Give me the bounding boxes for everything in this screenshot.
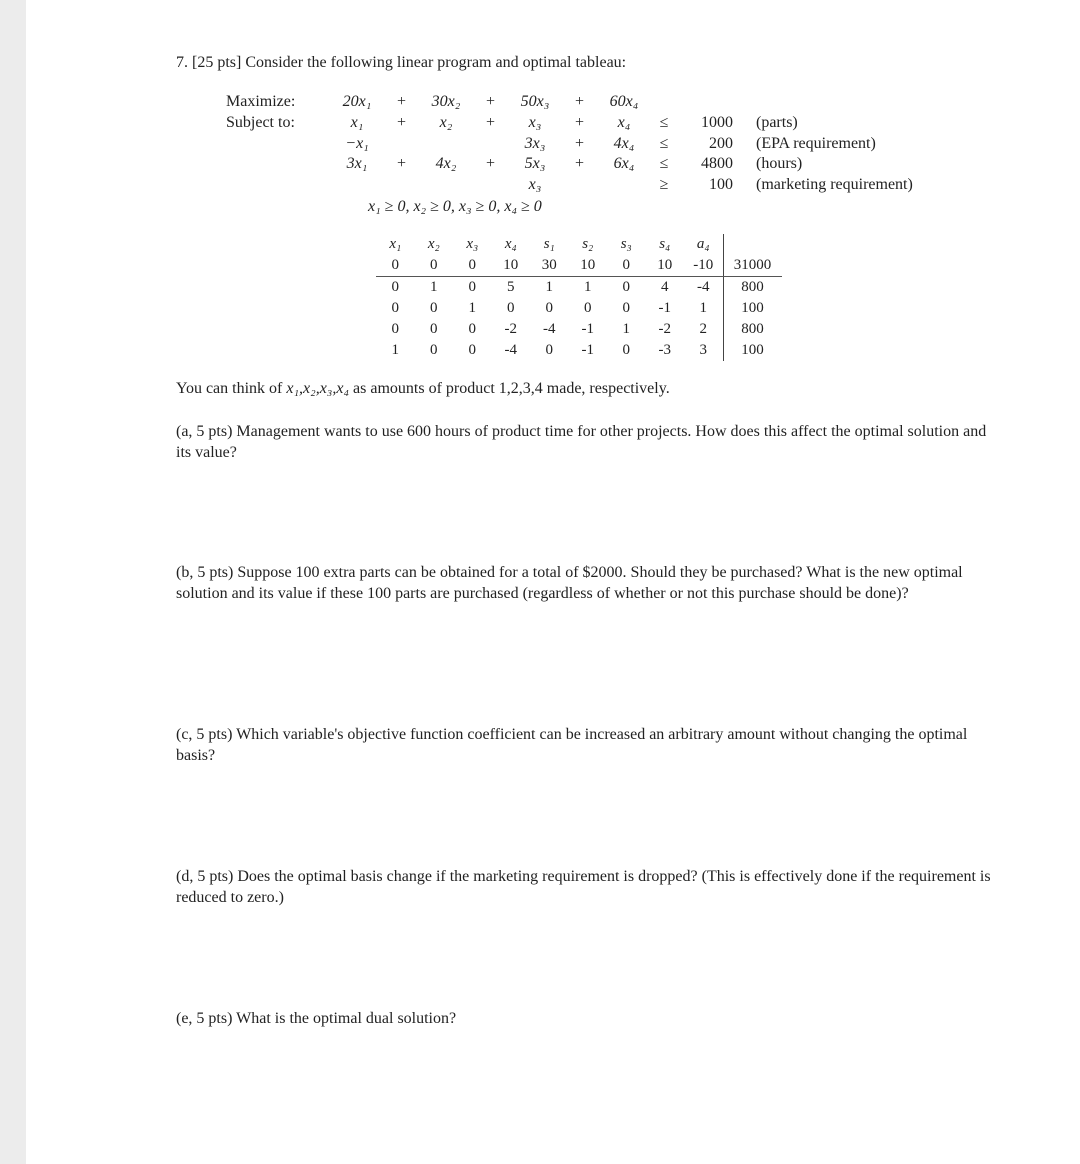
lp-term [509,154,561,175]
tableau-cell: s₃ [620,236,632,252]
lp-term [598,113,650,134]
tableau-cell: -1 [581,342,594,358]
constraint-note: (hours) [756,155,803,173]
tableau-cell: 30 [530,255,569,277]
label-spacer [226,175,331,196]
constraint-note: (marketing requirement) [756,176,913,194]
tableau-cell: 1 [430,279,438,295]
tableau-cell: 31000 [723,255,782,277]
lp-term-text: + [485,93,496,111]
constraint-row [226,113,913,134]
lp-operator [561,133,598,154]
lp-term-text: + [574,114,585,132]
lp-operator [472,113,509,134]
question-b: (b, 5 pts) Suppose 100 extra parts can be obtained for a total of $2000. Should they be purchased? What is the new optimal solution and its value if these 100 parts are purchased (regardless of whether or not this purchase should be done)? [176,564,963,602]
lp-term-text: + [574,155,585,173]
lp-term-text: −x₁ [345,134,369,152]
constraint-rhs: 100 [709,176,733,194]
lp-operator [383,154,420,175]
tableau-cell: x₂ [427,236,440,252]
label-spacer [226,154,331,175]
lp-term [509,175,561,196]
tableau-cell: 0 [391,300,399,316]
tableau-cell: x₄ [504,236,517,252]
tableau-objective-row [376,255,782,277]
tableau-cell: 1 [622,321,630,337]
tableau-header-row [376,234,782,255]
tableau-cell: 0 [545,342,553,358]
tableau-cell: 100 [723,340,782,361]
lp-term [331,92,383,113]
tableau-cell: 1 [699,300,707,316]
lp-term-text: 60x₄ [609,93,639,111]
lp-term-text: 6x₄ [613,155,635,173]
product-note [176,378,996,399]
tableau-cell: s₄ [659,236,671,252]
lp-term-text: 20x₁ [342,93,372,111]
linear-program [226,92,913,195]
lp-term [420,92,472,113]
tableau-cell: 2 [699,321,707,337]
question-e: (e, 5 pts) What is the optimal dual solution? [176,1010,457,1027]
optimal-tableau [376,234,782,361]
lp-term [509,92,561,113]
note-vars: x₁,x₂,x₃,x₄ [286,380,350,397]
constraint-note: (parts) [756,114,798,132]
lp-operator [472,133,509,154]
lp-term [420,133,472,154]
objective-label: Maximize: [226,93,296,111]
tableau-cell: -3 [658,342,671,358]
lp-term-text: 4x₂ [435,155,457,173]
tableau-cell: 1 [545,279,553,295]
tableau-cell: 0 [622,300,630,316]
lp-term-text: + [574,134,585,152]
lp-term [331,175,383,196]
problem-title: 7. [25 pts] Consider the following linear program and optimal tableau: [176,54,627,71]
lp-operator [383,92,420,113]
lp-operator [383,113,420,134]
tableau-cell: 10 [569,255,608,277]
tableau-cell: s₁ [543,236,555,252]
tableau-cell: 0 [507,300,515,316]
constraint-note: (EPA requirement) [756,134,876,152]
nonnegativity-text: x₁ ≥ 0, x₂ ≥ 0, x₃ ≥ 0, x₄ ≥ 0 [368,198,542,215]
constraint-rhs: 1000 [701,114,733,132]
tableau-cell: 0 [468,321,476,337]
lp-term [420,175,472,196]
constraint-relation: ≥ [659,176,669,194]
tableau-cell: x₁ [389,236,402,252]
tableau-cell: 800 [723,319,782,340]
constraint-row [226,133,913,154]
tableau-cell: a₄ [696,236,710,252]
lp-term-text: + [396,114,407,132]
tableau-cell [723,234,782,255]
tableau-row [376,340,782,361]
document-page [26,0,1080,1164]
tableau-cell: 1 [391,342,399,358]
lp-operator [561,92,598,113]
lp-operator [472,154,509,175]
tableau-cell: -1 [658,300,671,316]
constraint-row [226,175,913,196]
lp-operator [383,133,420,154]
lp-operator [383,175,420,196]
tableau-cell: 0 [430,300,438,316]
question-a: (a, 5 pts) Management wants to use 600 hours of product time for other projects. How does this affect the optimal solution and its value? [176,423,987,461]
tableau-cell: -10 [684,255,723,277]
tableau-cell: -1 [581,321,594,337]
tableau-cell: 0 [468,279,476,295]
note-prefix: You can think of [176,380,287,397]
tableau-cell: 10 [492,255,531,277]
tableau-cell: 100 [723,298,782,319]
lp-term-text: 50x₃ [520,93,550,111]
lp-term-text: x₄ [617,114,631,132]
tableau-cell: 0 [430,342,438,358]
constraint-relation: ≤ [659,114,669,132]
constraint-row [226,154,913,175]
note-suffix: as amounts of product 1,2,3,4 made, respectively. [349,380,670,397]
lp-term [598,133,650,154]
tableau-cell: 4 [661,279,669,295]
tableau-cell: 0 [468,342,476,358]
tableau-row [376,277,782,299]
lp-operator [561,113,598,134]
lp-term-text: + [574,93,585,111]
question-c: (c, 5 pts) Which variable's objective function coefficient can be increased an arbitrary amount without changing the optimal basis? [176,726,968,764]
lp-term-text: 3x₃ [524,134,546,152]
tableau-cell: 0 [453,255,492,277]
constraints-label: Subject to: [226,114,295,132]
tableau-cell: -4 [504,342,517,358]
tableau-cell: -4 [697,279,710,295]
tableau-cell: 0 [607,255,646,277]
lp-term-text: x₃ [528,114,542,132]
lp-term-text: x₃ [528,176,542,194]
tableau-cell: 1 [468,300,476,316]
lp-term-text: 30x₂ [431,93,461,111]
lp-operator [561,154,598,175]
lp-term-text: 3x₁ [346,155,368,173]
lp-operator [472,175,509,196]
lp-term [598,92,650,113]
lp-term-text: + [485,114,496,132]
lp-term [331,154,383,175]
constraint-relation: ≤ [659,155,669,173]
tableau-cell: 0 [622,279,630,295]
label-spacer [226,133,331,154]
tableau-cell: 0 [376,255,415,277]
lp-operator [561,175,598,196]
lp-term [420,154,472,175]
lp-term-text: + [396,155,407,173]
tableau-cell: 1 [584,279,592,295]
lp-term-text: + [396,93,407,111]
lp-term [331,113,383,134]
lp-term-text: x₁ [350,114,364,132]
tableau-cell: s₂ [582,236,594,252]
tableau-cell: 0 [622,342,630,358]
constraint-relation: ≤ [659,134,669,152]
tableau-row [376,319,782,340]
tableau-cell: x₃ [466,236,479,252]
lp-term [598,175,650,196]
tableau-cell: 0 [415,255,454,277]
lp-term [598,154,650,175]
constraint-rhs: 4800 [701,155,733,173]
tableau-row [376,298,782,319]
lp-term-text: x₂ [439,114,453,132]
tableau-cell: 5 [507,279,515,295]
tableau-cell: 0 [430,321,438,337]
lp-term-text: + [485,155,496,173]
lp-term [509,133,561,154]
lp-term [331,133,383,154]
tableau-cell: 0 [391,321,399,337]
lp-term-text: 4x₄ [613,134,635,152]
tableau-cell: 800 [723,277,782,299]
tableau-cell: 0 [545,300,553,316]
tableau-cell: 0 [391,279,399,295]
tableau-cell: -2 [658,321,671,337]
objective-row [226,92,913,113]
lp-term-text: 5x₃ [524,155,546,173]
tableau-cell: -2 [504,321,517,337]
tableau-cell: 10 [646,255,685,277]
nonnegativity-constraints [368,196,542,217]
lp-term [509,113,561,134]
question-d: (d, 5 pts) Does the optimal basis change if the marketing requirement is dropped? (This is effectively done if the requirement is reduced to zero.) [176,868,991,906]
tableau-cell: -4 [543,321,556,337]
constraint-rhs: 200 [709,134,733,152]
lp-term [420,113,472,134]
lp-operator [472,92,509,113]
tableau-cell: 0 [584,300,592,316]
tableau-cell: 3 [699,342,707,358]
